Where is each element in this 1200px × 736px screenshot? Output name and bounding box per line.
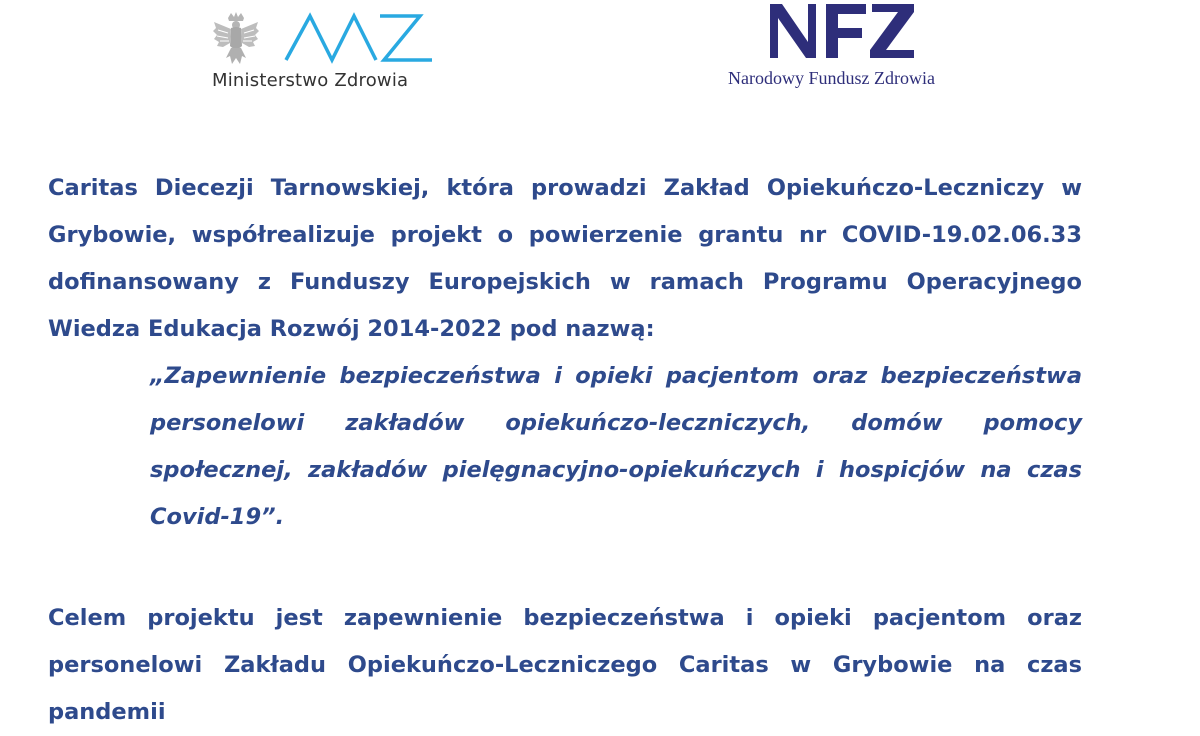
logo-header bbox=[0, 0, 1200, 110]
polish-eagle-emblem-icon bbox=[212, 12, 260, 68]
ministry-wave-mark-icon bbox=[284, 12, 434, 64]
nfz-name: Narodowy Fundusz Zdrowia bbox=[728, 68, 935, 88]
nfz-logo bbox=[728, 0, 968, 100]
nfz-mark-icon bbox=[768, 0, 918, 62]
ministry-of-health-logo bbox=[212, 8, 452, 98]
project-title-quote: „Zapewnienie bezpieczeństwa i opieki pacjentom oraz bezpieczeństwa personelowi zakładów opiekuńczo-leczniczych, domów pomocy społecznej, zakładów pielęgnacyjno-opiekuńczych i hospicjów na czas Covid-19”. bbox=[150, 363, 1082, 530]
document-body bbox=[48, 165, 1082, 736]
intro-paragraph: Caritas Diecezji Tarnowskiej, która prowadzi Zakład Opiekuńczo-Leczniczy w Grybowie, współrealizuje projekt o powierzenie grantu nr COVID-19.02.06.33 dofinansowany z Funduszy Europejskich w ramach Programu Operacyjnego Wiedza Edukacja Rozwój 2014-2022 pod nazwą: bbox=[48, 175, 1082, 342]
ministry-name: Ministerstwo Zdrowia bbox=[212, 70, 409, 91]
goal-paragraph: Celem projektu jest zapewnienie bezpieczeństwa i opieki pacjentom oraz personelowi Zakładu Opiekuńczo-Leczniczego Caritas w Grybowie na czas pandemii bbox=[48, 605, 1082, 725]
